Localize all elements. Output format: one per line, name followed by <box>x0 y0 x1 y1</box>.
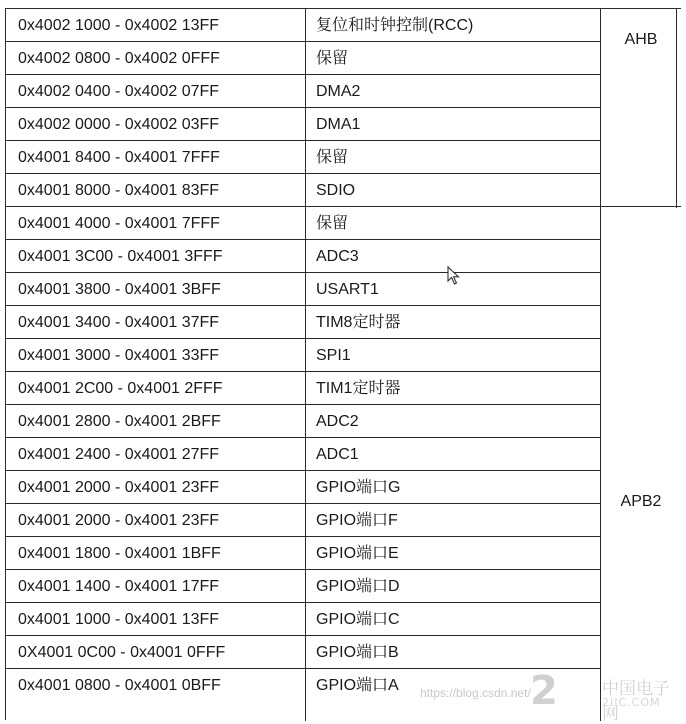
bus-right-border <box>676 8 677 208</box>
peripheral-cell: SPI1 <box>305 339 601 371</box>
table-row <box>5 437 601 470</box>
peripheral-cell: ADC1 <box>305 438 601 470</box>
peripheral-cell: DMA1 <box>305 108 601 140</box>
peripheral-cell: 复位和时钟控制(RCC) <box>305 9 601 41</box>
address-range-cell: 0x4002 0000 - 0x4002 03FF <box>5 108 305 140</box>
peripheral-cell: TIM8定时器 <box>305 306 601 338</box>
peripheral-cell: TIM1定时器 <box>305 372 601 404</box>
address-range-cell: 0x4001 2C00 - 0x4001 2FFF <box>5 372 305 404</box>
peripheral-cell: ADC3 <box>305 240 601 272</box>
table-row <box>5 107 601 140</box>
address-range-cell: 0x4001 0800 - 0x4001 0BFF <box>5 669 305 702</box>
table-row <box>5 470 601 503</box>
table-row <box>5 503 601 536</box>
address-range-cell: 0x4002 1000 - 0x4002 13FF <box>5 9 305 41</box>
address-range-cell: 0x4001 1800 - 0x4001 1BFF <box>5 537 305 569</box>
peripheral-cell: GPIO端口D <box>305 570 601 602</box>
table-row <box>5 206 601 239</box>
peripheral-cell: GPIO端口C <box>305 603 601 635</box>
table-row <box>5 569 601 602</box>
table-row <box>5 602 601 635</box>
mouse-pointer-icon <box>447 266 461 286</box>
address-range-cell: 0x4002 0400 - 0x4002 07FF <box>5 75 305 107</box>
peripheral-cell: GPIO端口E <box>305 537 601 569</box>
address-range-cell: 0x4001 1000 - 0x4001 13FF <box>5 603 305 635</box>
address-range-cell: 0x4001 3800 - 0x4001 3BFF <box>5 273 305 305</box>
table-row <box>5 338 601 371</box>
watermark-url: https://blog.csdn.net/ <box>420 686 531 700</box>
peripheral-cell: GPIO端口G <box>305 471 601 503</box>
address-range-cell: 0x4001 2000 - 0x4001 23FF <box>5 504 305 536</box>
watermark-logo-cn: 中国电子网 <box>602 679 670 724</box>
table-row <box>5 74 601 107</box>
peripheral-cell: 保留 <box>305 141 601 173</box>
watermark-logo <box>530 668 686 724</box>
ahb-bus-cell <box>601 8 681 206</box>
address-column-tail <box>5 701 305 720</box>
address-range-cell: 0x4001 8000 - 0x4001 83FF <box>5 174 305 206</box>
table-row <box>5 371 601 404</box>
peripheral-cell: SDIO <box>305 174 601 206</box>
peripheral-cell: DMA2 <box>305 75 601 107</box>
address-range-cell: 0x4001 3000 - 0x4001 33FF <box>5 339 305 371</box>
watermark-logo-en: 2IIC.COM <box>602 696 661 709</box>
table-row <box>5 173 601 206</box>
peripheral-cell: GPIO端口B <box>305 636 601 668</box>
bus-label-apb2: APB2 <box>620 493 662 510</box>
address-range-cell: 0x4001 4000 - 0x4001 7FFF <box>5 207 305 239</box>
memory-map-table <box>5 8 681 720</box>
peripheral-cell: GPIO端口F <box>305 504 601 536</box>
table-row <box>5 140 601 173</box>
bus-label-ahb: AHB <box>624 31 658 48</box>
table-row <box>5 536 601 569</box>
address-range-cell: 0x4001 2400 - 0x4001 27FF <box>5 438 305 470</box>
address-range-cell: 0X4001 0C00 - 0x4001 0FFF <box>5 636 305 668</box>
address-range-cell: 0x4001 1400 - 0x4001 17FF <box>5 570 305 602</box>
table-row <box>5 635 601 668</box>
table-row <box>5 239 601 272</box>
address-range-cell: 0x4001 2800 - 0x4001 2BFF <box>5 405 305 437</box>
address-range-cell: 0x4001 2000 - 0x4001 23FF <box>5 471 305 503</box>
table-row <box>5 8 601 41</box>
apb2-bus-cell <box>601 206 681 720</box>
peripheral-cell: 保留 <box>305 42 601 74</box>
table-row <box>5 305 601 338</box>
address-range-cell: 0x4001 3C00 - 0x4001 3FFF <box>5 240 305 272</box>
watermark-logo-mark: 2 <box>530 668 558 714</box>
table-row <box>5 272 601 305</box>
peripheral-cell: ADC2 <box>305 405 601 437</box>
address-range-cell: 0x4002 0800 - 0x4002 0FFF <box>5 42 305 74</box>
peripheral-cell: USART1 <box>305 273 601 305</box>
table-row <box>5 41 601 74</box>
peripheral-cell: GPIO端口A <box>305 669 601 721</box>
address-range-cell: 0x4001 8400 - 0x4001 7FFF <box>5 141 305 173</box>
address-range-cell: 0x4001 3400 - 0x4001 37FF <box>5 306 305 338</box>
table-row <box>5 404 601 437</box>
peripheral-cell: 保留 <box>305 207 601 239</box>
